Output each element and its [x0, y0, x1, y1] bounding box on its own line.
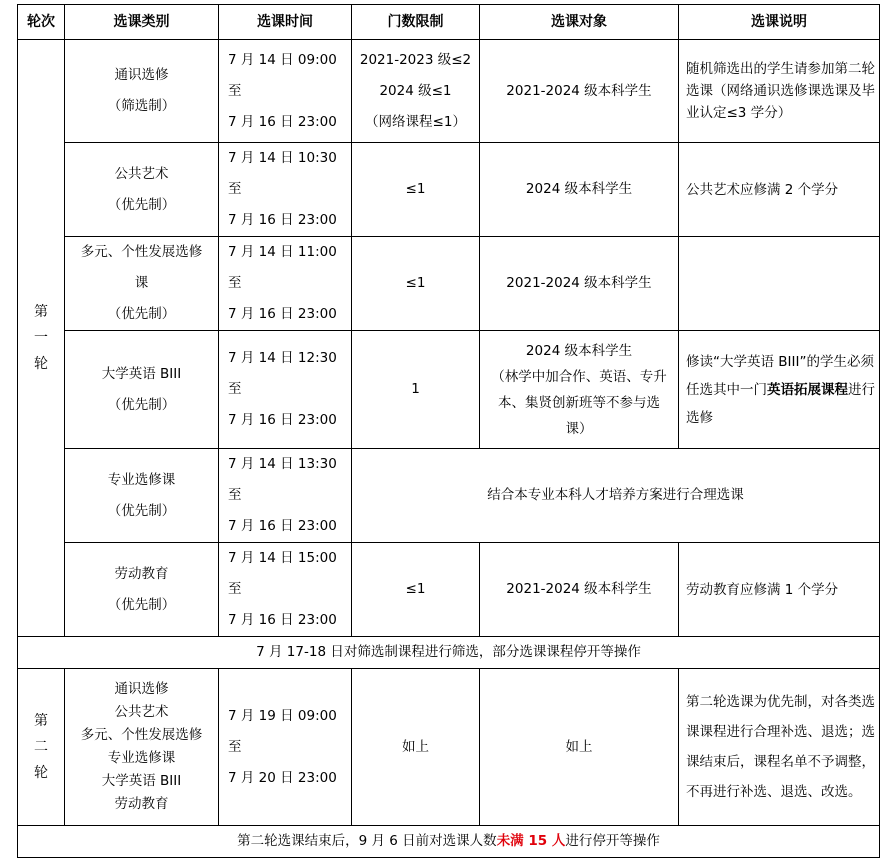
time-cell: 7 月 14 日 09:00 至 7 月 16 日 23:00 — [219, 40, 352, 143]
table-row — [18, 237, 880, 331]
limit-cell: ≤1 — [352, 237, 480, 331]
target-cell: 2021-2024 级本科学生 — [480, 237, 679, 331]
screening-note: 7 月 17-18 日对筛选制课程进行筛选，部分选课课程停开等操作 — [18, 637, 880, 669]
screening-note-row — [18, 637, 880, 669]
header-time: 选课时间 — [219, 5, 352, 40]
round-one-label: 第 一 轮 — [18, 40, 65, 637]
table-row — [18, 543, 880, 637]
note-cell: 修读“大学英语 BIII”的学生必须任选其中一门英语拓展课程进行选修 — [679, 331, 880, 449]
limit-cell: 1 — [352, 331, 480, 449]
header-row — [18, 5, 880, 40]
note-cell: 劳动教育应修满 1 个学分 — [679, 543, 880, 637]
merged-note-cell: 结合本专业本科人才培养方案进行合理选课 — [352, 449, 880, 543]
time-cell: 7 月 14 日 12:30 至 7 月 16 日 23:00 — [219, 331, 352, 449]
note-cell — [679, 237, 880, 331]
category-cell: 多元、个性发展选修 课 （优先制） — [65, 237, 219, 331]
time-cell: 7 月 19 日 09:00 至 7 月 20 日 23:00 — [219, 669, 352, 826]
target-cell: 2021-2024 级本科学生 — [480, 543, 679, 637]
category-cell: 大学英语 BIII （优先制） — [65, 331, 219, 449]
header-round: 轮次 — [18, 5, 65, 40]
note-emphasis: 英语拓展课程 — [767, 381, 848, 398]
table-row — [18, 40, 880, 143]
category-cell: 劳动教育 （优先制） — [65, 543, 219, 637]
header-limit: 门数限制 — [352, 5, 480, 40]
limit-cell: ≤1 — [352, 543, 480, 637]
target-cell: 如上 — [480, 669, 679, 826]
time-cell: 7 月 14 日 11:00 至 7 月 16 日 23:00 — [219, 237, 352, 331]
header-category: 选课类别 — [65, 5, 219, 40]
time-cell: 7 月 14 日 10:30 至 7 月 16 日 23:00 — [219, 143, 352, 237]
table-row — [18, 669, 880, 826]
category-cell: 通识选修 （筛选制） — [65, 40, 219, 143]
target-cell: 2024 级本科学生 — [480, 143, 679, 237]
limit-cell: ≤1 — [352, 143, 480, 237]
threshold-highlight: 未满 15 人 — [496, 833, 566, 849]
target-cell: 2021-2024 级本科学生 — [480, 40, 679, 143]
note-cell: 公共艺术应修满 2 个学分 — [679, 143, 880, 237]
category-cell: 通识选修 公共艺术 多元、个性发展选修 专业选修课 大学英语 BIII 劳动教育 — [65, 669, 219, 826]
note-cell: 第二轮选课为优先制，对各类选课课程进行合理补选、退选；选课结束后，课程名单不予调整，不再进行补选、退选、改选。 — [679, 669, 880, 826]
round-two-label: 第 二 轮 — [18, 669, 65, 826]
final-note: 第二轮选课结束后，9 月 6 日前对选课人数未满 15 人进行停开等操作 — [18, 826, 880, 858]
header-note: 选课说明 — [679, 5, 880, 40]
table-row — [18, 143, 880, 237]
table-row — [18, 449, 880, 543]
course-selection-schedule-table — [17, 4, 880, 858]
limit-cell: 2021-2023 级≤2 2024 级≤1 （网络课程≤1） — [352, 40, 480, 143]
target-cell: 2024 级本科学生 （林学中加合作、英语、专升 本、集贤创新班等不参与选 课） — [480, 331, 679, 449]
time-cell: 7 月 14 日 13:30 至 7 月 16 日 23:00 — [219, 449, 352, 543]
category-cell: 公共艺术 （优先制） — [65, 143, 219, 237]
note-cell: 随机筛选出的学生请参加第二轮选课（网络通识选修课选课及毕业认定≤3 学分） — [679, 40, 880, 143]
time-cell: 7 月 14 日 15:00 至 7 月 16 日 23:00 — [219, 543, 352, 637]
category-cell: 专业选修课 （优先制） — [65, 449, 219, 543]
header-target: 选课对象 — [480, 5, 679, 40]
final-note-row — [18, 826, 880, 858]
table-row — [18, 331, 880, 449]
limit-cell: 如上 — [352, 669, 480, 826]
